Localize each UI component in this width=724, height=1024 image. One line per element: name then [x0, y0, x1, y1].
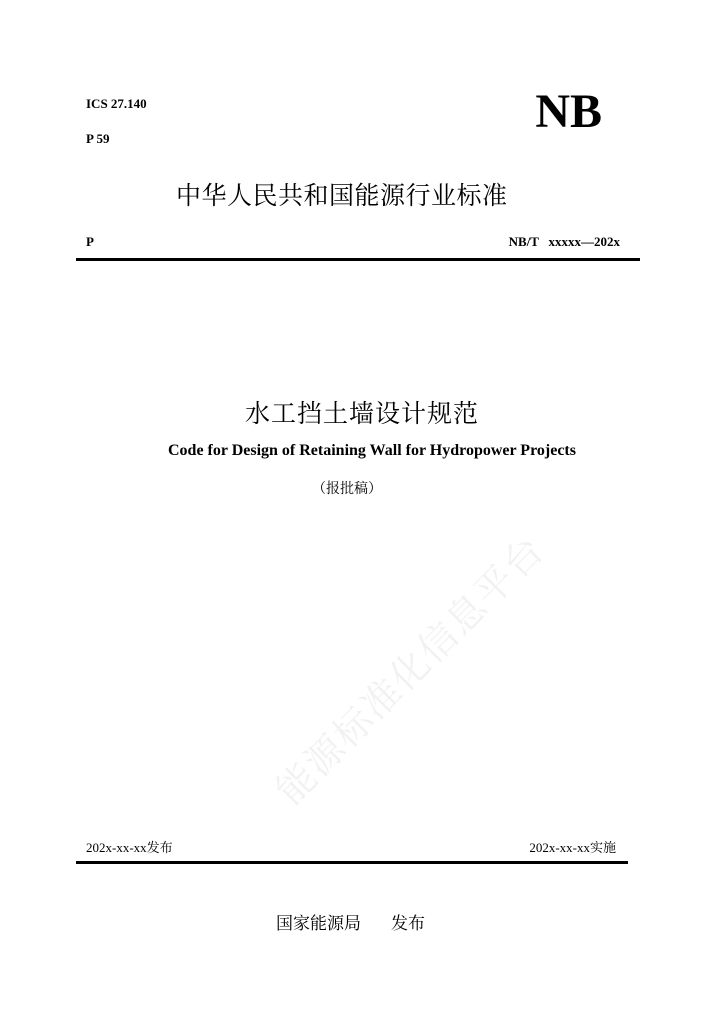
bottom-divider: [76, 861, 628, 864]
document-title-en: Code for Design of Retaining Wall for Hydropower Projects: [168, 442, 576, 459]
issue-date: 202x-xx-xx发布: [86, 840, 173, 855]
implementation-date: 202x-xx-xx实施: [529, 840, 616, 855]
standard-number: NB/T xxxxx—202x: [508, 234, 620, 249]
ics-code: ICS 27.140: [86, 96, 147, 111]
nb-logo: NB: [535, 85, 602, 138]
p-code: P 59: [86, 131, 110, 146]
draft-status: （报批稿）: [312, 481, 382, 497]
document-title-cn: 水工挡土墙设计规范: [244, 399, 479, 428]
publisher: [276, 909, 425, 934]
watermark: 能源标准化信息平台: [267, 527, 554, 813]
classification-code: P: [86, 234, 94, 249]
top-divider: [76, 258, 640, 261]
publisher-action: 发布: [391, 914, 425, 934]
standard-org-title: 中华人民共和国能源行业标准: [176, 181, 508, 210]
publisher-name: 国家能源局: [276, 914, 361, 934]
